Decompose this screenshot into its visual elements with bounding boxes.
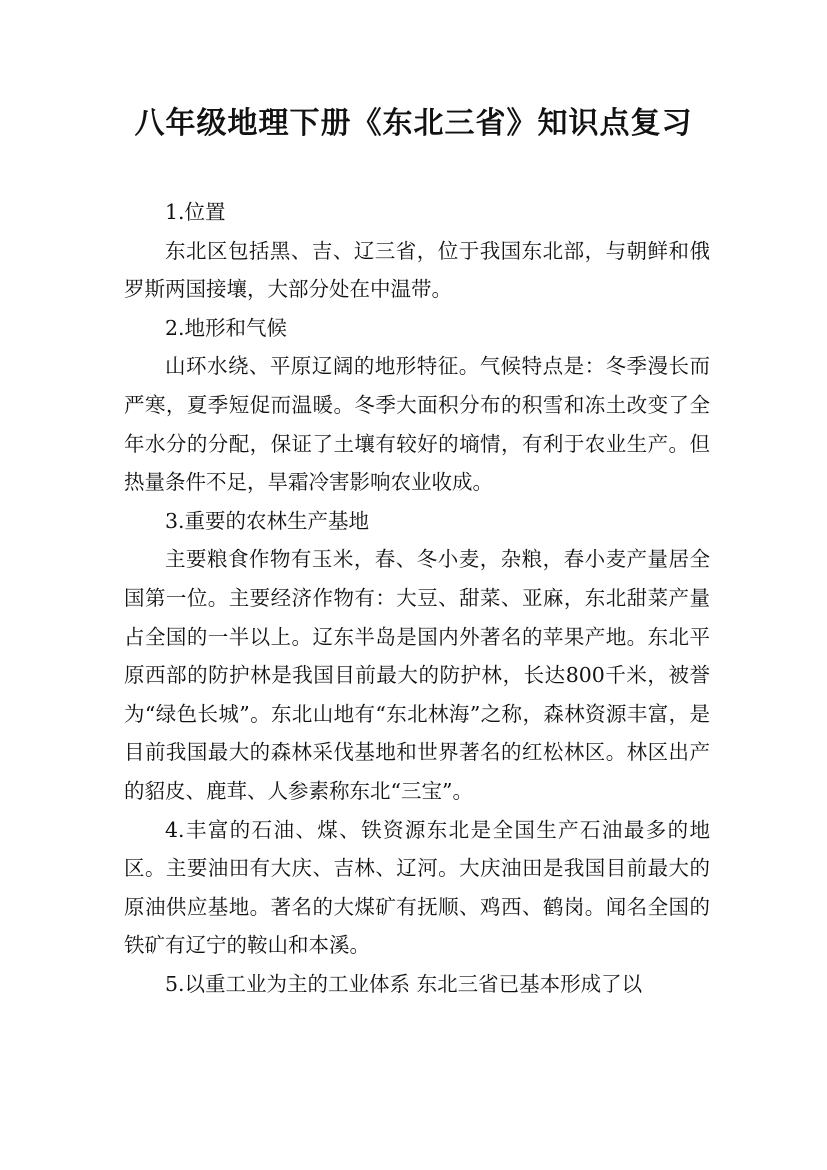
section-text-resources: 4.丰富的石油、煤、铁资源东北是全国生产石油最多的地区。主要油田有大庆、吉林、辽河。大庆油田是我国目前最大的原油供应基地。著名的大煤矿有抚顺、鸡西、鹤岗。闻名全国的铁矿有辽宁的鞍山和本溪。 — [124, 817, 710, 958]
section-text-terrain-climate: 山环水绕、平原辽阔的地形特征。气候特点是：冬季漫长而严寒，夏季短促而温暖。冬季大面积分布的积雪和冻土改变了全年水分的分配，保证了土壤有较好的墒情，有利于农业生产。但热量条件不足，旱霜冷害影响农业收成。 — [124, 354, 710, 495]
section-text-industry: 5.以重工业为主的工业体系 东北三省已基本形成了以 — [165, 971, 643, 996]
section-heading-location: 1.位置 — [165, 200, 226, 224]
document-title: 八年级地理下册《东北三省》知识点复习 — [134, 106, 693, 141]
document-body — [124, 193, 710, 1003]
section-heading-agriculture-forestry: 3.重要的农林生产基地 — [165, 508, 370, 533]
section-text-agriculture-forestry: 主要粮食作物有玉米，春、冬小麦，杂粮，春小麦产量居全国第一位。主要经济作物有：大豆、甜菜、亚麻，东北甜菜产量占全国的一半以上。辽东半岛是国内外著名的苹果产地。东北平原西部的防护林是我国目前最大的防护林，长达800千米，被誉为“绿色长城”。东北山地有“东北林海”之称，森林资源丰富，是目前我国最大的森林采伐基地和世界著名的红松林区。林区出产的貂皮、鹿茸、人参素称东北“三宝”。 — [124, 547, 710, 803]
section-heading-terrain-climate: 2.地形和气候 — [165, 315, 288, 340]
section-text-location: 东北区包括黑、吉、辽三省，位于我国东北部，与朝鲜和俄罗斯两国接壤，大部分处在中温带。 — [124, 238, 710, 302]
